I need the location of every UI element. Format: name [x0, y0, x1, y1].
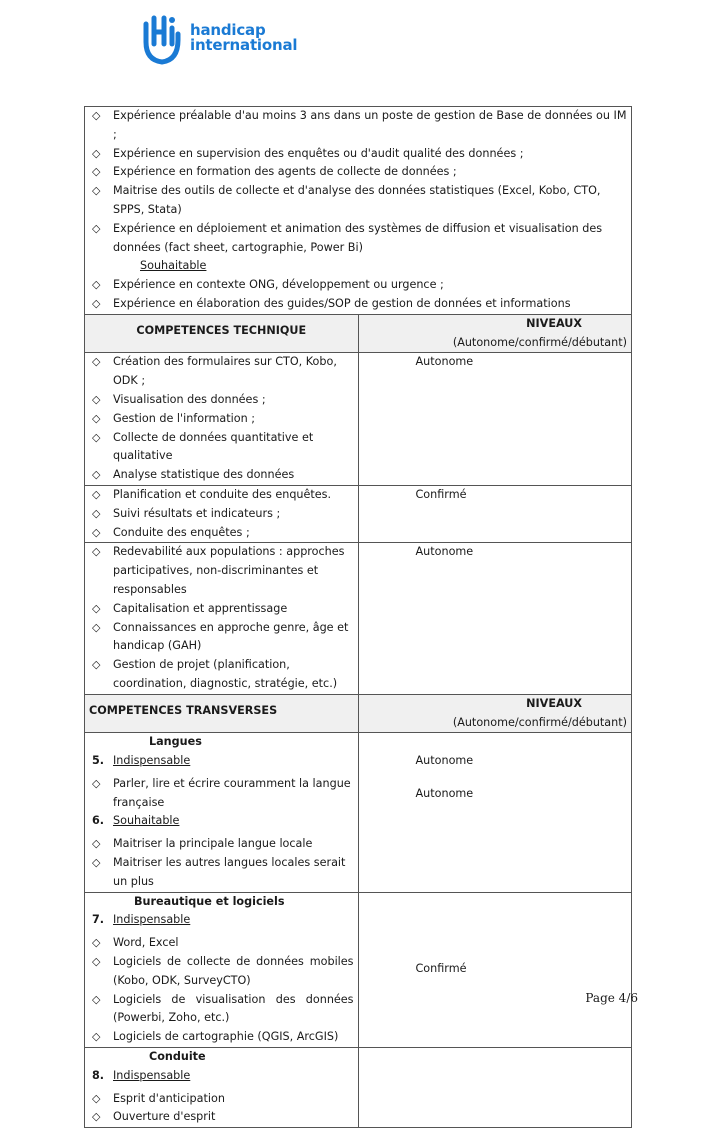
conduite-level	[358, 1048, 632, 1128]
list-item: ◇ Esprit d'anticipation	[89, 1090, 354, 1109]
technique-group-3	[85, 543, 359, 694]
diamond-bullet-icon: ◇	[92, 992, 101, 1006]
list-item: ◇ Word, Excel	[89, 934, 354, 953]
list-item: ◇ Expérience préalable d'au moins 3 ans dans un poste de gestion de Base de données ou IM ;	[92, 109, 627, 141]
list-item: ◇ Redevabilité aux populations : approches participatives, non-discriminantes et responsables	[92, 545, 345, 596]
diamond-bullet-icon: ◇	[92, 221, 101, 235]
list-item: ◇ Logiciels de cartographie (QGIS, ArcGIS)	[89, 1028, 354, 1047]
diamond-bullet-icon: ◇	[92, 355, 101, 369]
diamond-bullet-icon: ◇	[92, 776, 101, 790]
diamond-bullet-icon: ◇	[92, 1030, 101, 1044]
list-item: ◇ Expérience en supervision des enquêtes ou d'audit qualité des données ;	[89, 145, 627, 164]
numbered-item: 5. Indispensable	[92, 754, 191, 768]
list-item: ◇ Logiciels de collecte de données mobiles (Kobo, ODK, SurveyCTO)	[92, 955, 354, 987]
numbered-item: 7. Indispensable	[92, 913, 191, 927]
logo-line1: handicap	[190, 21, 266, 39]
diamond-bullet-icon: ◇	[92, 430, 101, 444]
list-item: ◇ Expérience en formation des agents de collecte de données ;	[89, 163, 627, 182]
list-item: ◇ Maitriser la principale langue locale	[89, 835, 354, 854]
diamond-bullet-icon: ◇	[92, 936, 101, 950]
diamond-bullet-icon: ◇	[92, 184, 101, 198]
list-item: ◇ Gestion de projet (planification, coordination, diagnostic, stratégie, etc.)	[92, 658, 338, 690]
list-item: ◇ Gestion de l'information ;	[89, 410, 354, 429]
diamond-bullet-icon: ◇	[92, 658, 101, 672]
document-page	[84, 106, 632, 1128]
diamond-bullet-icon: ◇	[92, 296, 101, 310]
souhaitable-label: Souhaitable	[140, 259, 207, 273]
transverses-header-right: NIVEAUX (Autonome/confirmé/débutant)	[358, 694, 632, 733]
logo-line2: international	[190, 36, 298, 54]
langues-title: Langues	[149, 735, 202, 749]
technique-level-2: Confirmé	[358, 485, 632, 542]
list-item: ◇ Ouverture d'esprit	[89, 1108, 354, 1127]
diamond-bullet-icon: ◇	[92, 525, 101, 539]
numbered-item: 6. Souhaitable	[92, 814, 180, 828]
list-item: ◇ Création des formulaires sur CTO, Kobo, ODK ;	[92, 355, 337, 388]
technique-level-3: Autonome	[358, 543, 632, 694]
diamond-bullet-icon: ◇	[92, 468, 101, 482]
diamond-bullet-icon: ◇	[92, 1091, 101, 1105]
list-item: ◇ Maitriser les autres langues locales serait un plus	[92, 856, 346, 888]
langues-levels: Autonome Autonome	[358, 733, 632, 892]
list-item: ◇ Conduite des enquêtes ;	[89, 524, 354, 543]
technique-level-1: Autonome	[358, 353, 632, 486]
bureautique-level: Confirmé	[358, 892, 632, 1047]
technique-group-2	[85, 485, 359, 542]
handicap-international-logo	[140, 10, 297, 66]
diamond-bullet-icon: ◇	[92, 165, 101, 179]
list-item: ◇ Logiciels de visualisation des données (Powerbi, Zoho, etc.)	[92, 992, 354, 1025]
list-item: ◇ Maitrise des outils de collecte et d'analyse des données statistiques (Excel, Kobo, CTO, SPPS, Stata)	[92, 184, 601, 216]
diamond-bullet-icon: ◇	[92, 620, 101, 634]
list-item: ◇ Visualisation des données ;	[89, 391, 354, 410]
list-item: ◇ Suivi résultats et indicateurs ;	[89, 505, 354, 524]
page-number: Page 4/6	[585, 991, 638, 1005]
langues-cell	[85, 733, 359, 892]
diamond-bullet-icon: ◇	[92, 506, 101, 520]
diamond-bullet-icon: ◇	[92, 109, 101, 122]
list-item: ◇ Planification et conduite des enquêtes.	[89, 486, 354, 505]
conduite-title: Conduite	[149, 1050, 206, 1064]
diamond-bullet-icon: ◇	[92, 278, 101, 292]
diamond-bullet-icon: ◇	[92, 392, 101, 406]
diamond-bullet-icon: ◇	[92, 146, 101, 160]
list-item: ◇ Expérience en contexte ONG, développement ou urgence ;	[89, 276, 627, 295]
logo-text	[190, 23, 297, 53]
diamond-bullet-icon: ◇	[92, 856, 101, 870]
list-item: ◇ Collecte de données quantitative et qualitative	[92, 430, 314, 463]
list-item: ◇ Connaissances en approche genre, âge et handicap (GAH)	[92, 620, 349, 653]
list-item: ◇ Analyse statistique des données	[89, 466, 354, 485]
diamond-bullet-icon: ◇	[92, 601, 101, 615]
diamond-bullet-icon: ◇	[92, 1110, 101, 1124]
bureautique-title: Bureautique et logiciels	[134, 894, 285, 908]
diamond-bullet-icon: ◇	[92, 411, 101, 425]
transverses-header-left: COMPETENCES TRANSVERSES	[85, 694, 359, 733]
list-item: ◇ Parler, lire et écrire couramment la langue française	[92, 776, 351, 809]
list-item: ◇ Capitalisation et apprentissage	[89, 600, 354, 619]
technique-group-1	[85, 353, 359, 486]
diamond-bullet-icon: ◇	[92, 545, 101, 559]
bureautique-cell	[85, 892, 359, 1047]
diamond-bullet-icon: ◇	[92, 837, 101, 851]
experience-cell	[85, 107, 632, 315]
diamond-bullet-icon: ◇	[92, 487, 101, 501]
list-item: ◇ Expérience en élaboration des guides/SOP de gestion de données et informations	[89, 295, 627, 314]
diamond-bullet-icon: ◇	[92, 955, 101, 969]
numbered-item: 8. Indispensable	[92, 1068, 191, 1082]
technique-header-left: COMPETENCES TECHNIQUE	[85, 314, 359, 353]
list-item: ◇ Expérience en déploiement et animation des systèmes de diffusion et visualisation des données (fact sheet, cartographie, Power Bi)	[92, 221, 603, 254]
conduite-cell	[85, 1048, 359, 1128]
technique-header-right: NIVEAUX (Autonome/confirmé/débutant)	[358, 314, 632, 353]
hi-hand-icon	[140, 10, 184, 66]
competences-table	[84, 106, 632, 1128]
